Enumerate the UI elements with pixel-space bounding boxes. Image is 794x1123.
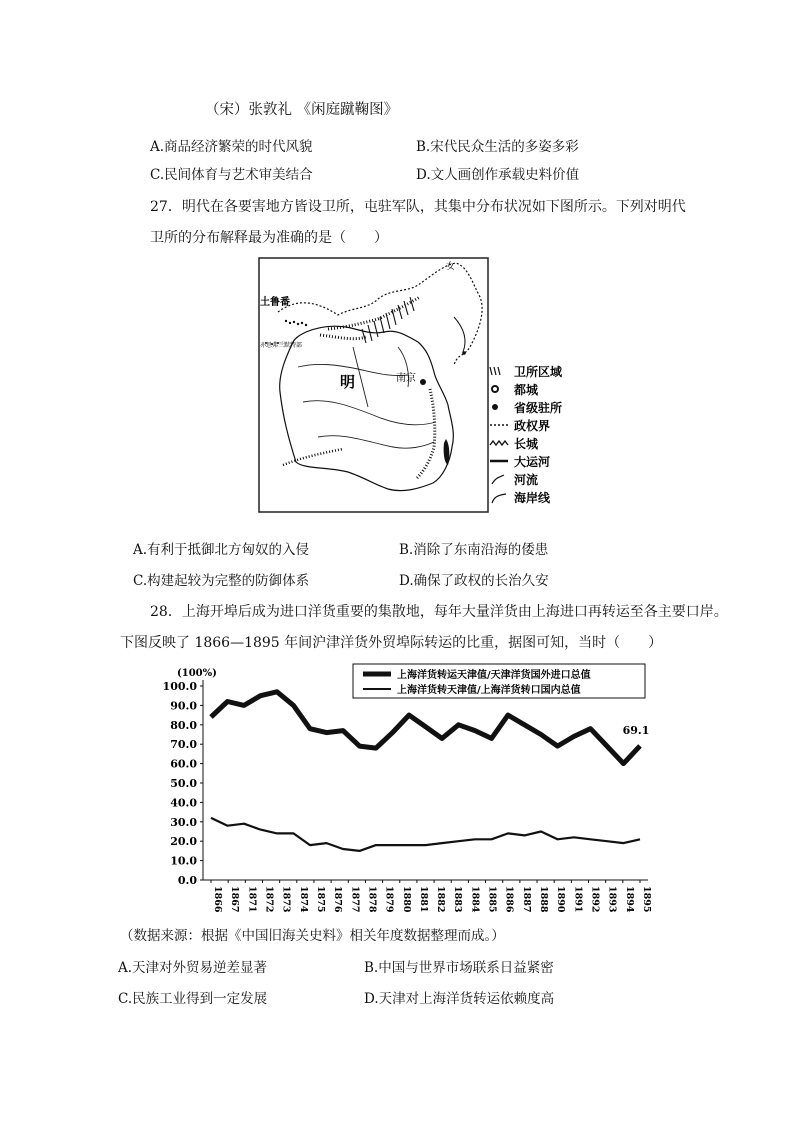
y-tick-label: 0.0 [177, 874, 197, 887]
y-tick-label: 10.0 [170, 854, 197, 868]
legend-label-1: 上海洋货转运天津值/天津洋货国外进口总值 [397, 670, 591, 681]
x-tick-label: 1867 [229, 886, 241, 913]
legend-coast: 海岸线 [514, 491, 551, 505]
y-unit-label: (100%) [177, 668, 217, 679]
legend-border: 政权界 [514, 419, 551, 433]
q28-option-c[interactable]: C.民族工业得到一定发展 [118, 991, 268, 1007]
y-tick-label: 20.0 [170, 835, 197, 849]
label-hanbali: 亦思弗兰默特部 [260, 342, 303, 349]
x-tick-label: 1886 [503, 886, 515, 913]
x-tick-label: 1894 [623, 886, 635, 913]
y-tick-label: 80.0 [170, 718, 197, 732]
y-tick-label: 60.0 [170, 757, 197, 771]
y-tick-label: 30.0 [170, 815, 197, 829]
x-tick-label: 1877 [349, 886, 361, 913]
x-tick-label: 1881 [417, 886, 429, 913]
q26-option-a[interactable]: A.商品经济繁荣的时代风貌 [150, 139, 313, 155]
y-tick-label: 50.0 [170, 777, 197, 790]
q28-option-b[interactable]: B.中国与世界市场联系日益紧密 [364, 960, 554, 976]
q26-option-d[interactable]: D.文人画创作承载史料价值 [416, 167, 580, 183]
series-line-2 [211, 818, 640, 851]
legend-canal: 大运河 [514, 455, 551, 469]
x-tick-label: 1888 [538, 886, 550, 913]
x-tick-label: 1873 [280, 886, 292, 913]
label-nvzhen: 女 [446, 262, 456, 272]
x-tick-label: 1890 [555, 886, 567, 913]
x-tick-label: 1887 [520, 886, 532, 913]
map-legend [490, 364, 563, 505]
q26-option-b[interactable]: B.宋代民众生活的多姿多彩 [416, 139, 579, 155]
legend-province: 省级驻所 [514, 401, 563, 415]
legend-label-2: 上海洋货转天津值/上海洋货转口国内总值 [397, 685, 581, 696]
x-tick-label: 1880 [400, 886, 412, 913]
series-line-1 [211, 692, 640, 764]
x-tick-label: 1875 [314, 886, 326, 913]
legend-river: 河流 [514, 473, 539, 487]
q27-option-a[interactable]: A.有利于抵御北方匈奴的入侵 [133, 542, 310, 558]
x-tick-label: 1878 [366, 886, 378, 913]
x-tick-label: 1884 [469, 886, 481, 913]
label-tuluban: 土鲁番 [260, 297, 290, 308]
x-tick-label: 1883 [452, 886, 464, 913]
q28-option-d[interactable]: D.天津对上海洋货转运依赖度高 [364, 991, 555, 1007]
q26-option-c[interactable]: C.民间体育与艺术审美结合 [150, 167, 313, 183]
y-tick-label: 90.0 [170, 699, 197, 713]
x-tick-label: 1891 [572, 886, 584, 913]
painting-caption: （宋）张敦礼 《闲庭蹴鞠图》 [205, 102, 399, 118]
legend-weisuo: 卫所区域 [514, 365, 563, 379]
x-tick-label: 1874 [297, 886, 309, 913]
q27-option-b[interactable]: B.消除了东南沿海的倭患 [399, 542, 549, 558]
q27-stem-line2: 卫所的分布解释最为准确的是（ ） [150, 230, 388, 246]
q28-option-a[interactable]: A.天津对外贸易逆差显著 [118, 960, 268, 976]
line-chart [148, 658, 658, 920]
data-source: （数据来源：根据《中国旧海关史料》相关年度数据整理而成。） [120, 928, 505, 944]
label-ming: 明 [340, 373, 356, 391]
x-tick-label: 1866 [212, 886, 223, 913]
x-tick-label: 1882 [435, 886, 447, 913]
q27-stem-line1: 27．明代在各要害地方皆设卫所，屯驻军队，其集中分布状况如下图所示。下列对明代 [150, 199, 686, 215]
y-tick-label: 100.0 [162, 680, 197, 693]
nanjing-marker [420, 379, 426, 385]
label-nanjing: 南京 [396, 373, 416, 384]
ming-weisuo-map [258, 257, 578, 514]
x-tick-label: 1876 [332, 886, 344, 913]
data-label-annotation: 69.1 [622, 723, 650, 737]
y-tick-label: 70.0 [170, 738, 197, 752]
y-tick-label: 40.0 [170, 796, 197, 810]
x-tick-label: 1885 [486, 886, 498, 913]
q28-stem-line1: 28．上海开埠后成为进口洋货重要的集散地，每年大量洋货由上海进口再转运至各主要口岸。 [150, 604, 728, 620]
x-tick-label: 1872 [263, 886, 275, 913]
x-tick-label: 1871 [246, 886, 258, 913]
x-tick-label: 1893 [606, 886, 618, 913]
x-tick-label: 1892 [589, 886, 601, 913]
legend-capital: 都城 [514, 383, 539, 397]
x-tick-label: 1879 [383, 886, 395, 913]
legend-greatwall: 长城 [514, 437, 539, 451]
x-tick-label: 1895 [641, 886, 652, 913]
q27-option-c[interactable]: C.构建起较为完整的防御体系 [133, 573, 310, 589]
q28-stem-line2: 下图反映了 1866—1895 年间沪津洋货外贸埠际转运的比重，据图可知，当时（ ） [120, 635, 663, 651]
q27-option-d[interactable]: D.确保了政权的长治久安 [399, 573, 549, 589]
